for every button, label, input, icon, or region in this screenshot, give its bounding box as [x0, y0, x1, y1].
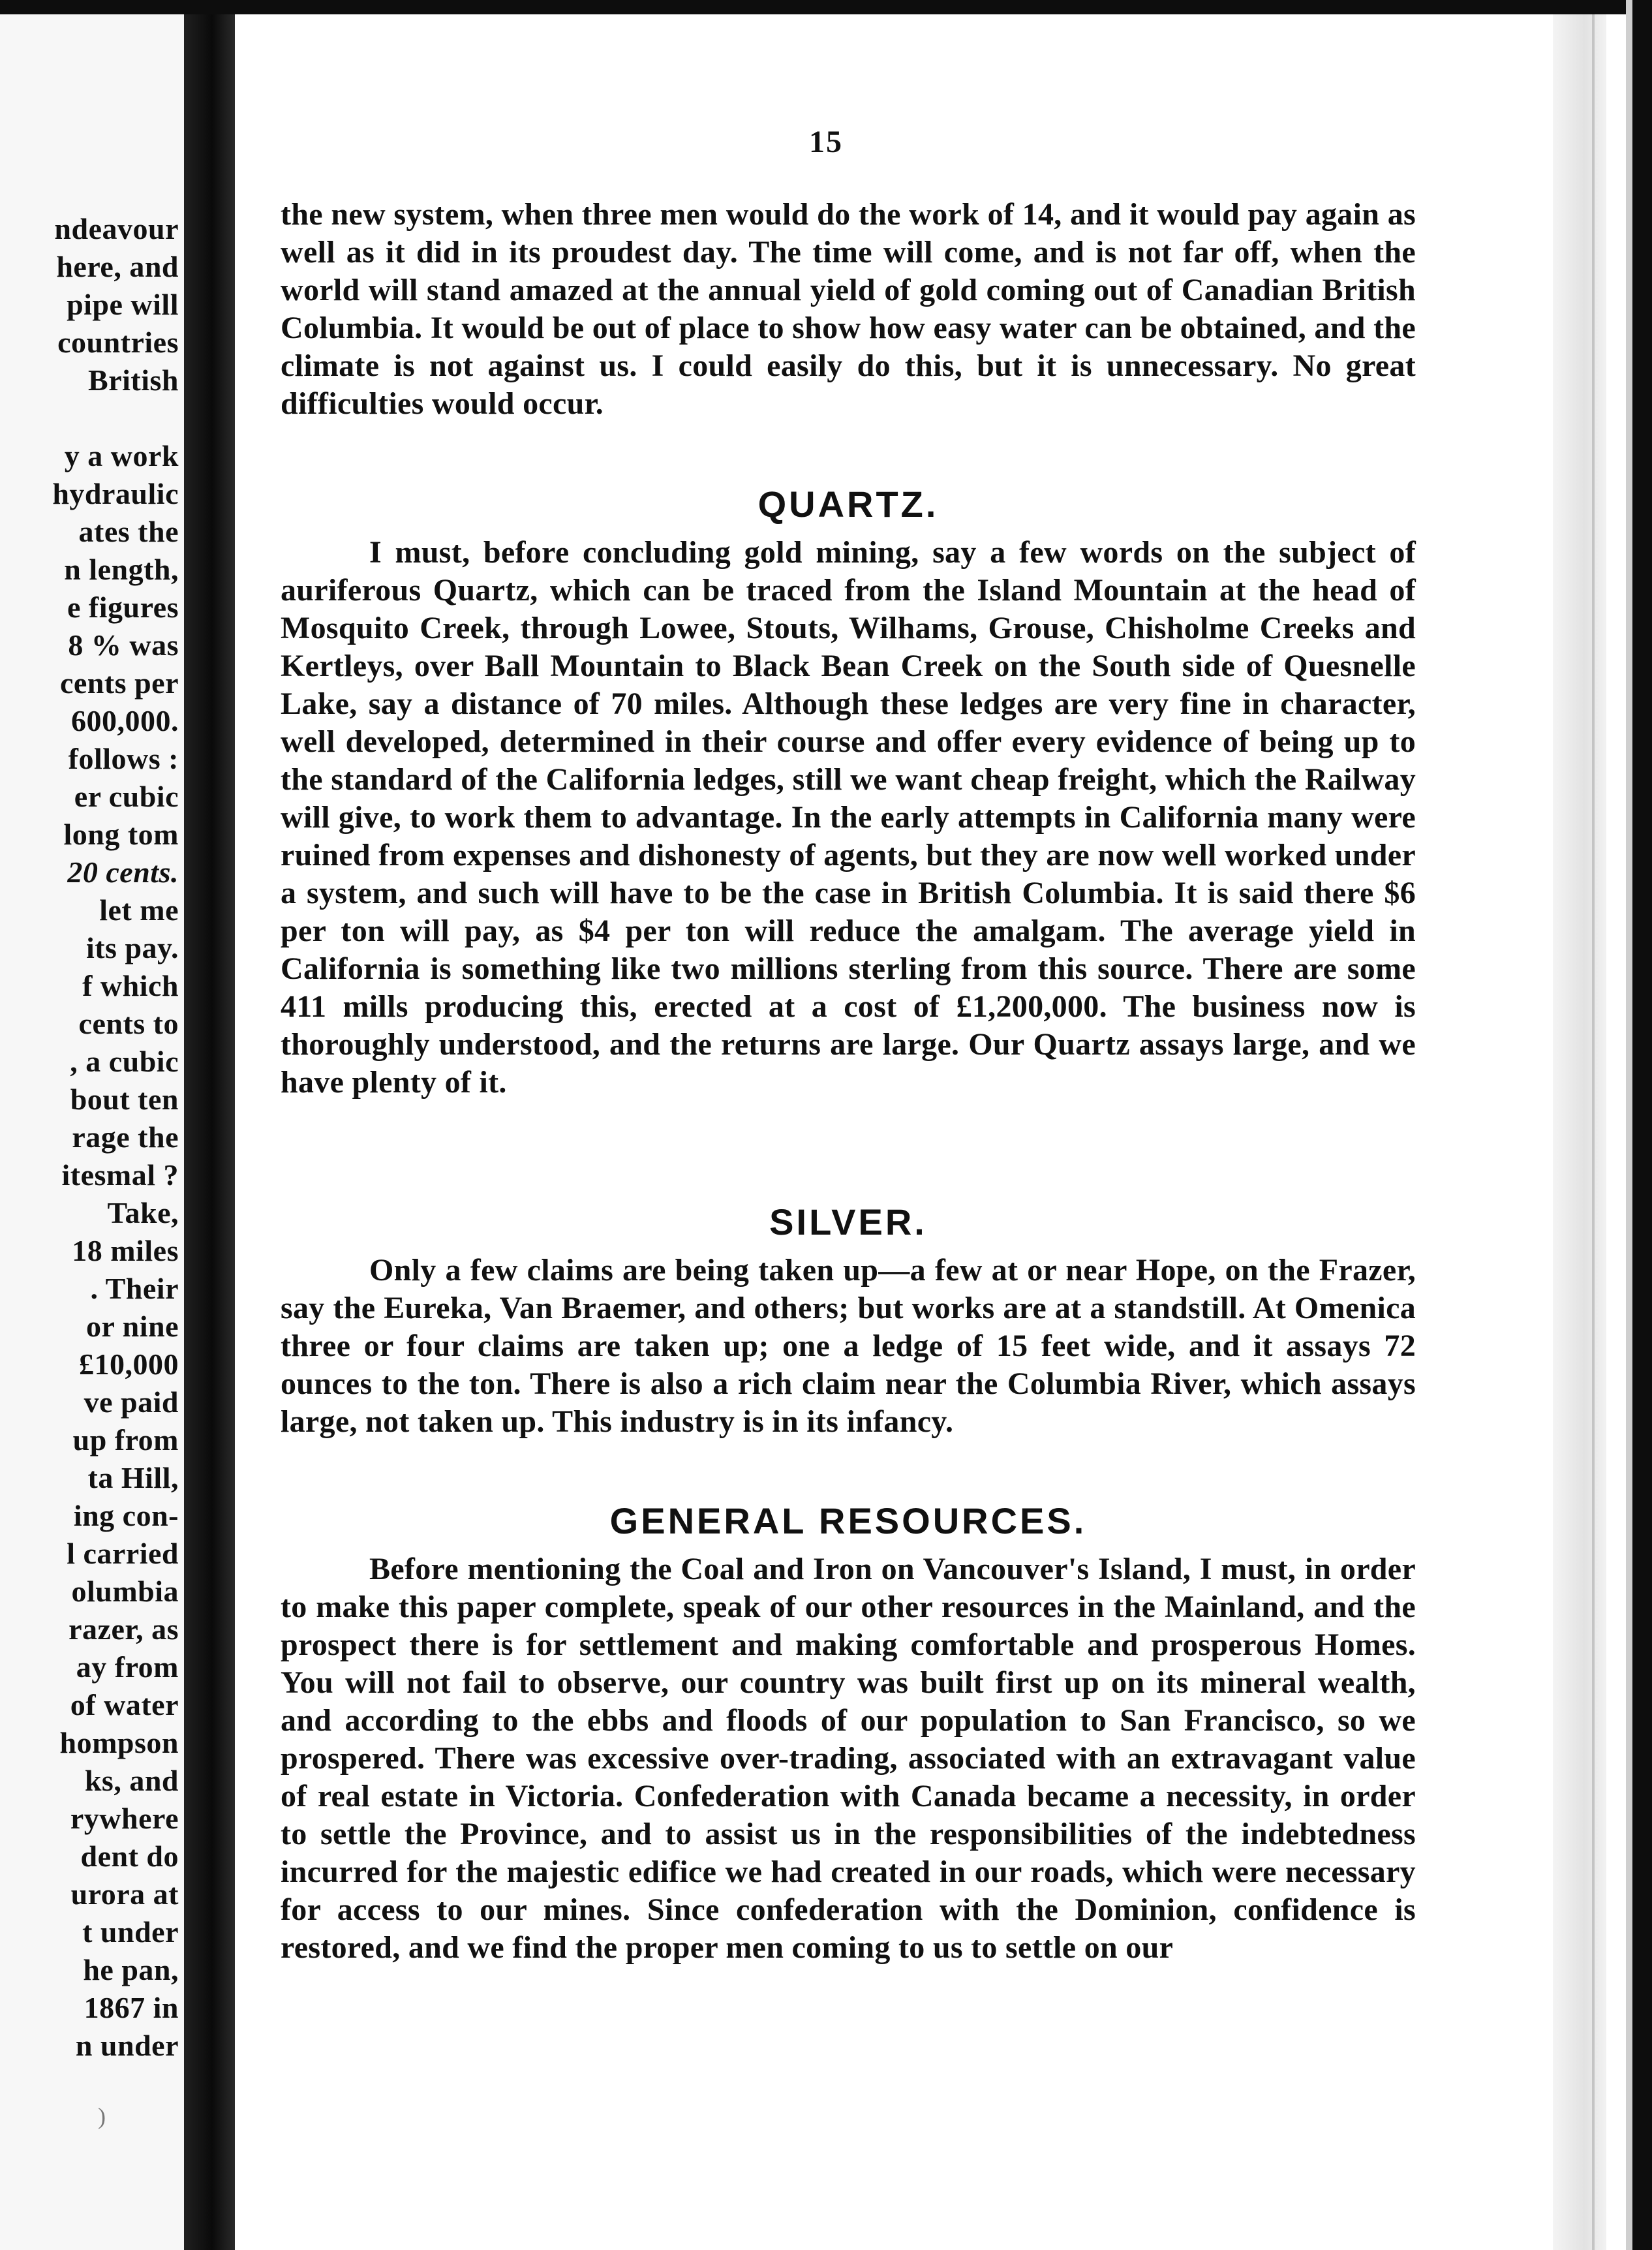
- page-number: 15: [809, 125, 843, 159]
- left-page-line: itesmal ?: [61, 1158, 179, 1192]
- left-page-line: cents per: [59, 666, 179, 700]
- left-page-line: let me: [99, 893, 179, 927]
- heading-quartz: QUARTZ.: [757, 484, 939, 525]
- left-page-line: follows :: [68, 742, 179, 775]
- left-page-line: ay from: [76, 1650, 179, 1684]
- left-page-line: British: [88, 363, 179, 397]
- left-page-line: pipe will: [67, 288, 179, 321]
- left-page-line: y a work: [64, 439, 179, 472]
- scan-frame-right: [1632, 0, 1652, 2250]
- paragraph-general-resources: Before mentioning the Coal and Iron on Vancouver's Island, I must, in order to make this paper complete, speak of our other resources in the Mainland, and the prospect there is for settlement and making comfortable and prosperous Homes. You will not fail to observe, our country was built first up on its mineral wealth, and according to the ebbs and floods of our population to San Francisco, so we prospered. There was excessive over-trading, associated with an extravagant value of real estate in Victoria. Confederation with Canada became a necessity, in order to settle the Province, and to assist us in the responsibilities of the indebtedness incurred for the majestic edifice we had created in our roads, which were necessary for access to our mines. Since confederation with the Dominion, confidence is restored, and we find the proper men coming to us to settle on our: [281, 1552, 1416, 1965]
- left-page-line: ta Hill,: [87, 1461, 179, 1494]
- left-page-line: rywhere: [70, 1802, 179, 1835]
- left-page-line: 8 % was: [68, 628, 179, 662]
- left-page-line: bout ten: [70, 1083, 179, 1116]
- left-page-line: long tom: [63, 818, 179, 851]
- left-page-line: er cubic: [74, 780, 179, 813]
- left-page-line: ks, and: [84, 1764, 179, 1797]
- left-page-line: n length,: [64, 553, 179, 586]
- left-page-line: or nine: [86, 1310, 179, 1343]
- paragraph-silver: Only a few claims are being taken up—a few at or near Hope, on the Frazer, say the Eureka, Van Braemer, and others; but works are at a standstill. At Omenica three or four claims are taken up; one a ledge of 15 feet wide, and it assays 72 ounces to the ton. There is also a rich claim near the Columbia River, which assays large, not taken up. This industry is in its infancy.: [281, 1253, 1416, 1439]
- left-page-line: n under: [75, 2029, 179, 2062]
- left-page-line: of water: [70, 1688, 179, 1721]
- left-page-line: l carried: [67, 1537, 179, 1570]
- left-page-line: , a cubic: [70, 1045, 179, 1078]
- left-page-line: 18 miles: [72, 1234, 179, 1267]
- left-page-line: ndeavour: [54, 212, 179, 245]
- left-page-mark: ): [98, 2103, 106, 2129]
- left-page-line: olumbia: [71, 1575, 179, 1608]
- left-page-line: countries: [57, 326, 179, 359]
- left-page-line: hydraulic: [52, 477, 179, 510]
- left-page-line: £10,000: [79, 1348, 179, 1381]
- left-page-line: its pay.: [85, 931, 179, 964]
- left-page-line: ing con-: [73, 1499, 179, 1532]
- opening-paragraph: the new system, when three men would do the work of 14, and it would pay again as well as it did in its proudest day. The time will come, and is not far off, when the world will stand amazed at the annual yield of gold coming out of Canadian British Columbia. It would be out of place to show how easy water can be obtained, and the climate is not against us. I could easily do this, but it is unnecessary. No great difficulties would occur.: [281, 197, 1416, 421]
- left-page-line: 20 cents.: [67, 855, 179, 889]
- left-page-line: razer, as: [69, 1612, 179, 1646]
- left-page-line: rage the: [72, 1120, 179, 1154]
- scan-frame-right-inner: [1626, 0, 1632, 2250]
- left-page-line: . Their: [90, 1272, 179, 1305]
- page-edge: [1553, 14, 1606, 2250]
- page-edge-line: [1592, 14, 1595, 2250]
- heading-silver: SILVER.: [769, 1201, 927, 1242]
- left-page-line: cents to: [78, 1007, 179, 1040]
- left-page-line: 1867 in: [84, 1991, 179, 2024]
- left-page-line: here, and: [56, 250, 179, 283]
- left-page-line: ates the: [78, 515, 179, 548]
- left-page-fragment: [0, 14, 184, 2250]
- left-page-line: f which: [82, 969, 179, 1002]
- paragraph-quartz: I must, before concluding gold mining, say a few words on the subject of auriferous Quartz, which can be traced from the Island Mountain at the head of Mosquito Creek, through Lowee, Stouts, Wilhams, Grouse, Chisholme Creeks and Kertleys, over Ball Mountain to Black Bean Creek on the South side of Quesnelle Lake, say a distance of 70 miles. Although these ledges are very fine in character, well developed, determined in their course and offer every evidence of being up to the standard of the California ledges, still we want cheap freight, which the Railway will give, to work them to advantage. In the early attempts in California many were ruined from expenses and dishonesty of agents, but they are now well worked under a system, and such will have to be the case in British Columbia. It is said there $6 per ton will pay, as $4 per ton will reduce the amalgam. The average yield in California is something like two millions sterling from this source. There are some 411 mills producing this, erected at a cost of £1,200,000. The business now is thoroughly understood, and the returns are large. Our Quartz assays large, and we have plenty of it.: [281, 535, 1416, 1100]
- left-page-line: Take,: [107, 1196, 179, 1229]
- book-gutter: [184, 14, 235, 2250]
- left-page-line: hompson: [59, 1726, 179, 1759]
- left-page-line: dent do: [80, 1840, 179, 1873]
- left-page-line: up from: [72, 1423, 179, 1456]
- left-page-line: e figures: [67, 591, 179, 624]
- left-page-line: 600,000.: [71, 704, 179, 737]
- left-page-line: ve paid: [84, 1385, 179, 1419]
- left-page-line: urora at: [70, 1877, 179, 1911]
- scan-frame-top: [0, 0, 1652, 14]
- left-page-line: he pan,: [83, 1953, 179, 1986]
- heading-general-resources: GENERAL RESOURCES.: [609, 1500, 1087, 1541]
- left-page-line: t under: [82, 1915, 179, 1949]
